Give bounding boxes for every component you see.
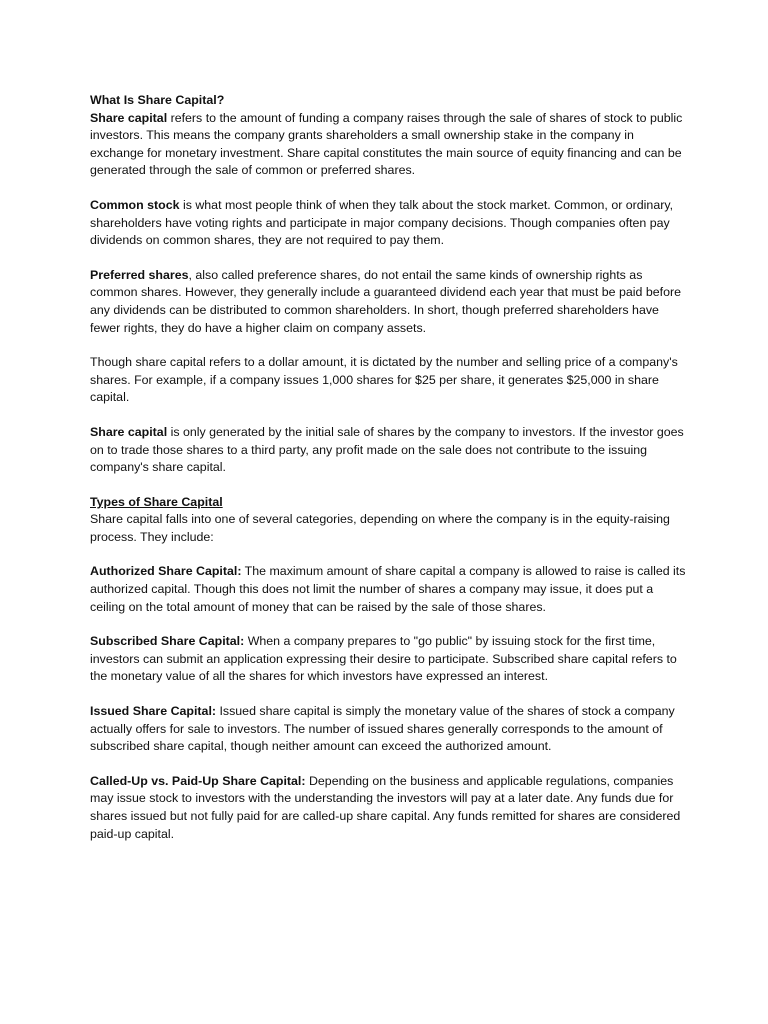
authorized-paragraph xyxy=(90,563,690,616)
dollar-amount-paragraph xyxy=(90,354,690,407)
preferred-shares-lead: Preferred shares xyxy=(90,267,189,282)
types-heading: Types of Share Capital xyxy=(90,494,223,509)
common-stock-text: is what most people think of when they talk about the stock market. Common, or ordinary, shareholders have voting rights and participate in major company decisions. Though companies often pay dividends on common shares, they are not required to pay them. xyxy=(90,197,674,248)
preferred-shares-text: , also called preference shares, do not entail the same kinds of ownership rights as common shares. However, they generally include a guaranteed dividend each year that must be paid before any dividends can be distributed to common shareholders. In short, though preferred shareholders have fewer rights, they do have a higher claim on company assets. xyxy=(90,267,681,335)
subscribed-lead: Subscribed Share Capital: xyxy=(90,634,245,649)
preferred-shares-paragraph xyxy=(90,267,690,337)
called-up-lead: Called-Up vs. Paid-Up Share Capital: xyxy=(90,773,306,788)
subscribed-text: When a company prepares to "go public" by issuing stock for the first time, investors can submit an application expressing their desire to participate. Subscribed share capital refers to the monetary value of all the shares for which investors have expressed an interest. xyxy=(90,634,677,684)
intro-paragraph xyxy=(90,92,690,180)
called-up-text: Depending on the business and applicable regulations, companies may issue stock to investors with the understanding the investors will pay at a later date. Any funds due for shares issued but not fully paid for are called-up share capital. Any funds remitted for shares are considered paid-up capital. xyxy=(90,773,681,841)
document-page xyxy=(90,92,690,843)
called-up-paragraph xyxy=(90,773,690,843)
authorized-text: The maximum amount of share capital a company is allowed to raise is called its authorized capital. Though this does not limit the number of shares a company may issue, it does put a ceiling on the total amount of money that can be raised by the sale of those shares. xyxy=(90,564,686,614)
intro-lead: Share capital xyxy=(90,110,168,125)
types-text: Share capital falls into one of several categories, depending on where the company is in the equity-raising process. They include: xyxy=(90,512,670,544)
subscribed-paragraph xyxy=(90,633,690,686)
initial-sale-paragraph xyxy=(90,424,690,477)
dollar-amount-text: Though share capital refers to a dollar amount, it is dictated by the number and selling price of a company's shares. For example, if a company issues 1,000 shares for $25 per share, it generates $25,000 in share capital. xyxy=(90,355,678,405)
initial-sale-lead: Share capital xyxy=(90,424,168,439)
intro-text: refers to the amount of funding a company raises through the sale of shares of stock to public investors. This means the company grants shareholders a small ownership stake in the company in exchange for monetary investment. Share capital constitutes the main source of equity financing and can be generated through the sale of common or preferred shares. xyxy=(90,110,683,178)
authorized-lead: Authorized Share Capital: xyxy=(90,564,242,579)
initial-sale-text: is only generated by the initial sale of shares by the company to investors. If the investor goes on to trade those shares to a third party, any profit made on the sale does not contribute to the issuing company's share capital. xyxy=(90,424,684,475)
issued-text: Issued share capital is simply the monetary value of the shares of stock a company actually offers for sale to investors. The number of issued shares generally corresponds to the amount of subscribed share capital, though neither amount can exceed the authorized amount. xyxy=(90,704,675,754)
document-title: What Is Share Capital? xyxy=(90,93,225,107)
issued-lead: Issued Share Capital: xyxy=(90,704,217,719)
common-stock-lead: Common stock xyxy=(90,197,180,212)
issued-paragraph xyxy=(90,703,690,756)
common-stock-paragraph xyxy=(90,197,690,250)
types-paragraph xyxy=(90,494,690,547)
